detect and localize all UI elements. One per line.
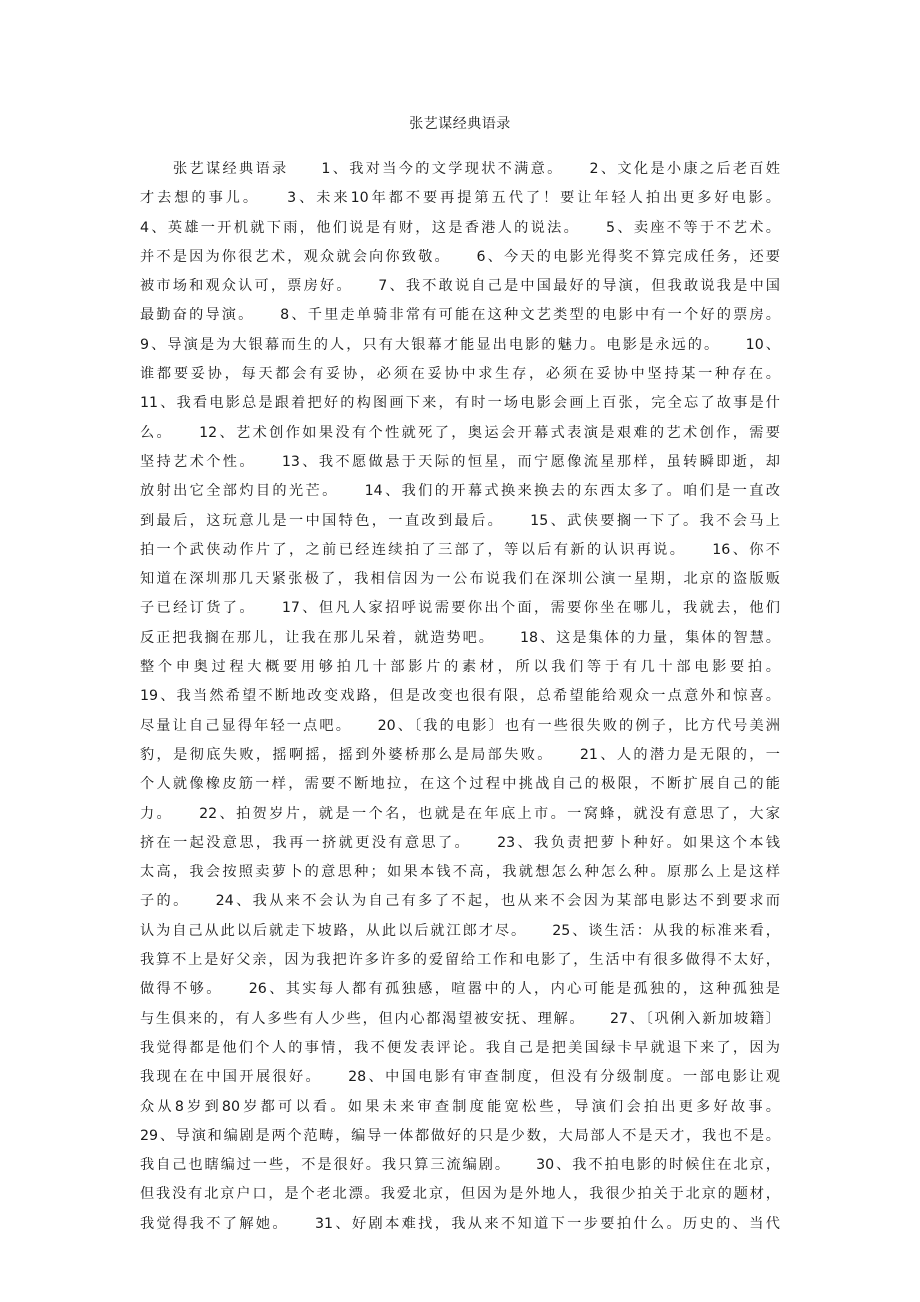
text-line: 尽量让自己显得年轻一点吧。 20、〔我的电影〕也有一些很失败的例子，比方代号美洲 (140, 717, 780, 734)
text-line: 我现在在中国开展很好。 28、中国电影有审查制度，但没有分级制度。一部电影让观 (140, 1069, 780, 1086)
text-line: 11、我看电影总是跟着把好的构图画下来，有时一场电影会画上百张，完全忘了故事是什 (140, 395, 780, 412)
text-line: 谁都要妥协，每天都会有妥协，必须在妥协中求生存，必须在妥协中坚持某一种存在。 (140, 366, 780, 383)
text-line: 力。 22、拍贺岁片，就是一个名，也就是在年底上市。一窝蜂，就没有意思了，大家 (140, 805, 780, 822)
text-line: 放射出它全部灼目的光芒。 14、我们的开幕式换来换去的东西太多了。咱们是一直改 (140, 483, 780, 500)
text-line: 子已经订货了。 17、但凡人家招呼说需要你出个面，需要你坐在哪儿，我就去，他们 (140, 600, 780, 617)
text-line: 整个申奥过程大概要用够拍几十部影片的素材，所以我们等于有几十部电影要拍。 (140, 659, 780, 676)
text-line: 我算不上是好父亲，因为我把许多许多的爱留给工作和电影了，生活中有很多做得不太好， (140, 952, 780, 969)
text-line: 并不是因为你很艺术，观众就会向你致敬。 6、今天的电影光得奖不算完成任务，还要 (140, 248, 780, 265)
document-body (140, 155, 780, 1239)
text-line: 与生俱来的，有人多些有人少些，但内心都渴望被安抚、理解。 27、〔巩俐入新加坡籍〕 (140, 1010, 780, 1027)
text-line: 最勤奋的导演。 8、千里走单骑非常有可能在这种文艺类型的电影中有一个好的票房。 (140, 307, 780, 324)
text-line: 9、导演是为大银幕而生的人，只有大银幕才能显出电影的魅力。电影是永远的。 10、 (140, 336, 780, 353)
text-line: 到最后，这玩意儿是一中国特色，一直改到最后。 15、武侠要搁一下了。我不会马上 (140, 512, 780, 529)
text-line: 太高，我会按照卖萝卜的意思种；如果本钱不高，我就想怎么种怎么种。原那么上是这样 (140, 864, 780, 881)
text-line: 才去想的事儿。 3、未来10年都不要再提第五代了！要让年轻人拍出更多好电影。 (140, 190, 780, 207)
text-line: 但我没有北京户口，是个老北漂。我爱北京，但因为是外地人，我很少拍关于北京的题材， (140, 1186, 780, 1203)
text-line: 被市场和观众认可，票房好。 7、我不敢说自己是中国最好的导演，但我敢说我是中国 (140, 278, 780, 295)
text-line: 众从8岁到80岁都可以看。如果未来审查制度能宽松些，导演们会拍出更多好故事。 (140, 1098, 780, 1115)
text-line: 么。 12、艺术创作如果没有个性就死了，奥运会开幕式表演是艰难的艺术创作，需要 (140, 424, 780, 441)
text-line: 做得不够。 26、其实每人都有孤独感，喧嚣中的人，内心可能是孤独的，这种孤独是 (140, 981, 780, 998)
text-line: 4、英雄一开机就下雨，他们说是有财，这是香港人的说法。 5、卖座不等于不艺术。 (140, 219, 780, 236)
text-line: 拍一个武侠动作片了，之前已经连续拍了三部了，等以后有新的认识再说。 16、你不 (140, 541, 780, 558)
text-line: 豹，是彻底失败，摇啊摇，摇到外婆桥那么是局部失败。 21、人的潜力是无限的，一 (140, 746, 780, 763)
text-line: 我觉得都是他们个人的事情，我不便发表评论。我自己是把美国绿卡早就退下来了，因为 (140, 1039, 780, 1056)
text-line: 张艺谋经典语录 1、我对当今的文学现状不满意。 2、文化是小康之后老百姓 (140, 161, 780, 177)
text-line: 反正把我搁在那儿，让我在那儿呆着，就造势吧。 18、这是集体的力量，集体的智慧。 (140, 629, 780, 646)
text-line: 29、导演和编剧是两个范畴，编导一体都做好的只是少数，大局部人不是天才，我也不是。 (140, 1127, 780, 1144)
text-line: 19、我当然希望不断地改变戏路，但是改变也很有限，总希望能给观众一点意外和惊喜。 (140, 688, 780, 705)
text-line: 子的。 24、我从来不会认为自己有多了不起，也从来不会因为某部电影达不到要求而 (140, 893, 780, 910)
text-line: 坚持艺术个性。 13、我不愿做悬于天际的恒星，而宁愿像流星那样，虽转瞬即逝，却 (140, 453, 780, 470)
text-line: 知道在深圳那几天紧张极了，我相信因为一公布说我们在深圳公演一星期，北京的盗版贩 (140, 571, 780, 588)
text-line: 挤在一起没意思，我再一挤就更没有意思了。 23、我负责把萝卜种好。如果这个本钱 (140, 834, 780, 851)
text-line: 我自己也瞎编过一些，不是很好。我只算三流编剧。 30、我不拍电影的时候住在北京， (140, 1157, 780, 1174)
text-line: 个人就像橡皮筋一样，需要不断地拉，在这个过程中挑战自己的极限，不断扩展自己的能 (140, 776, 780, 793)
text-line: 认为自己从此以后就走下坡路，从此以后就江郎才尽。 25、谈生活：从我的标准来看， (140, 922, 780, 939)
document-title: 张艺谋经典语录 (409, 116, 511, 132)
text-line: 我觉得我不了解她。 31、好剧本难找，我从来不知道下一步要拍什么。历史的、当代 (140, 1215, 780, 1232)
